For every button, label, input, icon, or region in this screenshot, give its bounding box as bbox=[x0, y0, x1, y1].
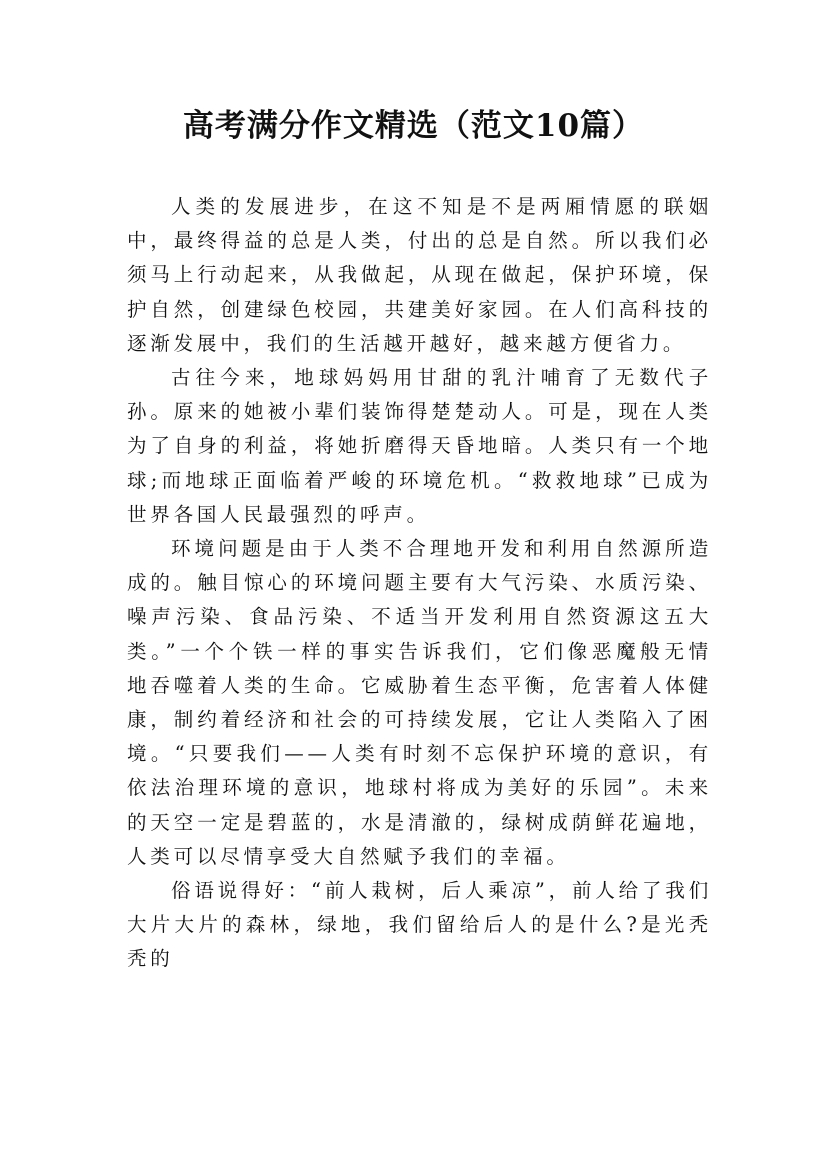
paragraph-2: 古往今来，地球妈妈用甘甜的乳汁哺育了无数代子孙。原来的她被小辈们装饰得楚楚动人。可是，现在人类为了自身的利益，将她折磨得天昏地暗。人类只有一个地球;而地球正面临着严峻的环境危机。“救救地球”已成为世界各国人民最强烈的呼声。 bbox=[127, 366, 712, 526]
document-body bbox=[127, 190, 712, 977]
paragraph-3: 环境问题是由于人类不合理地开发和利用自然源所造成的。触目惊心的环境问题主要有大气污染、水质污染、噪声污染、食品污染、不适当开发利用自然资源这五大类。”一个个铁一样的事实告诉我们，它们像恶魔般无情地吞噬着人类的生命。它威胁着生态平衡，危害着人体健康，制约着经济和社会的可持续发展，它让人类陷入了困境。“只要我们——人类有时刻不忘保护环境的意识，有依法治理环境的意识，地球村将成为美好的乐园”。未来的天空一定是碧蓝的，水是清澈的，绿树成荫鲜花遍地，人类可以尽情享受大自然赋予我们的幸福。 bbox=[127, 537, 712, 868]
document-title: 高考满分作文精选（范文10篇） bbox=[182, 108, 645, 144]
paragraph-1: 人类的发展进步，在这不知是不是两厢情愿的联姻中，最终得益的总是人类，付出的总是自然。所以我们必须马上行动起来，从我做起，从现在做起，保护环境，保护自然，创建绿色校园，共建美好家园。在人们高科技的逐渐发展中，我们的生活越开越好，越来越方便省力。 bbox=[127, 195, 712, 355]
paragraph-4: 俗语说得好：“前人栽树，后人乘凉”，前人给了我们大片大片的森林，绿地，我们留给后人的是什么?是光秃秃的 bbox=[127, 879, 712, 971]
